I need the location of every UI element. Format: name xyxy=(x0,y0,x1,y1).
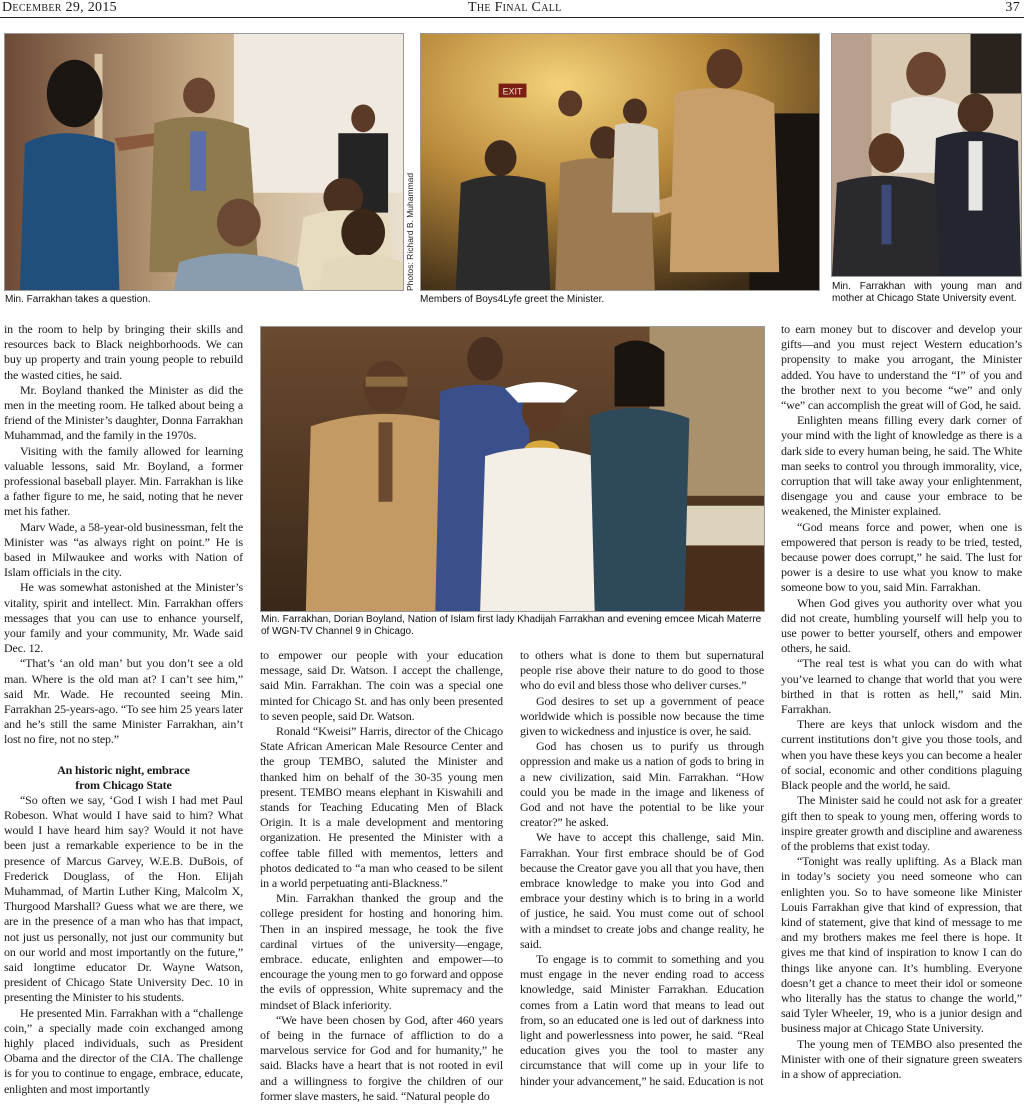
article-column-1 xyxy=(4,322,243,1097)
page-number: 37 xyxy=(1005,0,1020,15)
paragraph: to empower our people with your education message, said Dr. Watson. I accept the challenge, said Min. Farrakhan. The coin was a special one minted for Chicago St. and has only been presented to seven people, said Dr. Watson. xyxy=(260,648,503,723)
paragraph: God has chosen us to purify us through oppression and make us a nation of gods to bring in a new civilization, said Min. Farrakhan. “How could you be made in the image and likeness of God and not have the potential to be like your creator?” he asked. xyxy=(520,739,764,830)
paragraph: to others what is done to them but supernatural people rise above their nature to do good to those who do evil and bless those who deliver curses.” xyxy=(520,648,764,693)
paragraph: When God gives you authority over what you did not create, humbling yourself will help you to use power to better yourself, others and empower others, he said. xyxy=(781,595,1022,656)
photo-credit xyxy=(404,172,416,291)
paragraph: “God means force and power, when one is empowered that person is ready to be tried, tested, because power does corrupt,” he said. The lust for power is a desire to use what you know to make someone bow to you, said Min. Farrakhan. xyxy=(781,519,1022,595)
photo-group-with-emcee xyxy=(260,326,765,612)
paragraph: “Tonight was really uplifting. As a Black man in today’s society you need someone who can enlighten you. So to have someone like Minister Louis Farrakhan give that kind of expression, that kind of statement, give that kind of message to me and my brothers makes me feel there is hope. It gives me that kind of inspiration to know I can do things like anyone can. It’s humbling. Everyone doesn’t get a chance to meet their idol or someone who literally has the status to change the world,” said Tyler Wheeler, 19, who is a junior design and business major at Chicago State University. xyxy=(781,854,1022,1036)
paragraph: in the room to help by bringing their skills and resources back to Black neighborhoods. We can buy up property and train young people to rebuild the wasted cities, he said. xyxy=(4,322,243,382)
paragraph: Visiting with the family allowed for learning valuable lessons, said Mr. Boyland, a former professional baseball player. Min. Farrakhan is like a father figure to me, he said, noting that he never met his father. xyxy=(4,443,243,519)
paragraph: Min. Farrakhan thanked the group and the college president for hosting and honoring him. Then in an inspired message, he took the five cardinal virtues of the university—engage, embrace. educate, enlighten and empower—to encourage the young men to go forward and oppose the evils of oppression, White supremacy and the mindset of Black inferiority. xyxy=(260,891,503,1012)
photo-young-man-mother xyxy=(831,33,1022,277)
paragraph: The Minister said he could not ask for a greater gift then to speak to young men, offering words to inspire greater growth and discipline and awareness of the problems that exist today. xyxy=(781,793,1022,853)
paragraph: Ronald “Kweisi” Harris, director of the Chicago State African American Male Resource Center and the group TEMBO, saluted the Minister and thanked him on behalf of the 30-35 young men present. TEMBO means elephant in Kiswahili and stands for Teaching Educating Men of Black Origin. It is a male development and mentoring organization. He presented the Minister with a coffee table filled with mementos, letters and photos dedicated to “a man who ceased to be silent in a world perpetuating anti-Blackness.” xyxy=(260,724,503,891)
paragraph: There are keys that unlock wisdom and the current institutions don’t give you those tools, and when you have these keys you can become a healer of social, economic and other conditions plaguing Black people and the world, he said. xyxy=(781,717,1022,793)
issue-date: December 29, 2015 xyxy=(2,0,117,15)
paragraph: “That’s ‘an old man’ but you don’t see a old man. Where is the old man at? I can’t see him,” said Mr. Wade. He recounted seeing Min. Farrakhan 25-years-ago. “To see him 25 years later and he’s still the same Minister Farrakhan, ain’t lost no fire, not no step.” xyxy=(4,656,243,747)
paragraph: God desires to set up a government of peace worldwide which is possible now because the time given to wickedness and injustice is over, he said. xyxy=(520,693,764,739)
section-subhead: An historic night, embrace from Chicago State xyxy=(57,762,190,792)
paragraph: To engage is to commit to something and you must engage in the never ending road to access knowledge, said Minister Farrakhan. Education comes from a Latin word that means to lead out from, so an educated one is led out of darkness into light and powerlessness into power, he said. “Real education gives you the tool to master any circumstance that will come up in your life to hinder your advancement,” he said. Education is not xyxy=(520,952,764,1088)
page-header xyxy=(0,0,1024,18)
photo4-caption: Min. Farrakhan, Dorian Boyland, Nation of Islam first lady Khadijah Farrakhan and evening emcee Micah Materre of WGN-TV Channel 9 in Chicago. xyxy=(261,614,762,637)
paragraph: Enlighten means filling every dark corner of your mind with the light of knowledge as there is a dark side to every human being, he said. The White man seeks to control you through immorality, vice, corruption that will take away your enlightenment, disengage you and cause your embrace to be weakened, the Minister explained. xyxy=(781,413,1022,519)
photo-boys4lyfe xyxy=(420,33,820,291)
paragraph: He was somewhat astonished at the Minister’s vitality, spirit and intellect. Min. Farrakhan offers messages that you can use to enhance yourself, your family and your community, Mr. Wade said Dec. 12. xyxy=(4,580,243,656)
paragraph: He presented Min. Farrakhan with a “challenge coin,” a specially made coin exchanged among highly placed individuals, such as President Obama and the director of the CIA. The challenge is for you to continue to engage, embrace, educate, enlighten and most importantly xyxy=(4,1005,243,1096)
paragraph: “So often we say, ‘God I wish I had met Paul Robeson. What would I have said to him? What would I have heard him say? Would it not have been just a remarkable experience to be in the presence of Marcus Garvey, W.E.B. DuBois, of Frederick Douglass, of the Hon. Elijah Muhammad, of Martin Luther King, Malcolm X, Thurgood Marshall? Guess what we are there, we are in the presence of a man who has that impact, not just us personally, not just our community but on our world and most importantly on the future,” said longtime educator Dr. Wayne Watson, president of Chicago State University Dec. 10 in presenting the Minister to his students. xyxy=(4,792,243,1005)
photo1-caption: Min. Farrakhan takes a question. xyxy=(5,294,151,305)
article-column-4 xyxy=(781,322,1022,1082)
photo-credit-text: Photos: Richard B. Muhammad xyxy=(405,172,415,291)
paragraph: “We have been chosen by God, after 460 years of being in the furnace of affliction to do a marvelous service for God and for humanity,” he said. Blacks have a heart that is not rooted in evil and a willingness to forgive the children of our former slave masters, he said. “Natural people do xyxy=(260,1012,503,1103)
photo2-caption: Members of Boys4Lyfe greet the Minister. xyxy=(420,294,605,305)
article-column-3 xyxy=(520,648,764,1089)
paragraph: We have to accept this challenge, said Min. Farrakhan. Your first embrace should be of God because the Creator gave you all that you have, then embrace knowledge to make you into God and embrace your destiny which is to bring in a world of justice, he said. You must come out of school with a mindset to create jobs and change reality, he said. xyxy=(520,830,764,951)
exit-sign: EXIT xyxy=(502,86,523,97)
paragraph: to earn money but to discover and develop your gifts—and you must reject Western education’s propensity to make you arrogant, the Minister added. You have to understand the “I” of you and the brother next to you become “we” and only “we” can accomplish the great will of God, he said. xyxy=(781,322,1022,413)
photo3-caption: Min. Farrakhan with young man and mother at Chicago State University event. xyxy=(832,281,1022,304)
paragraph: Marv Wade, a 58-year-old businessman, felt the Minister was “as always right on point.” He is based in Milwaukee and works with Nation of Islam officials in the city. xyxy=(4,519,243,580)
paragraph: The young men of TEMBO also presented the Minister with one of their signature green sweaters in a show of appreciation. xyxy=(781,1036,1022,1081)
publication-title: The Final Call xyxy=(468,0,562,15)
photo-farrakhan-question xyxy=(4,33,404,291)
paragraph: Mr. Boyland thanked the Minister as did the men in the meeting room. He talked about being a friend of the Minister’s daughter, Donna Farrakhan Muhammad, and the family in the 1970s. xyxy=(4,382,243,443)
article-column-2 xyxy=(260,648,503,1104)
paragraph: “The real test is what you can do with what you’ve learned to change that world that you were birthed in that is rotten as hell,” said Min. Farrakhan. xyxy=(781,656,1022,717)
